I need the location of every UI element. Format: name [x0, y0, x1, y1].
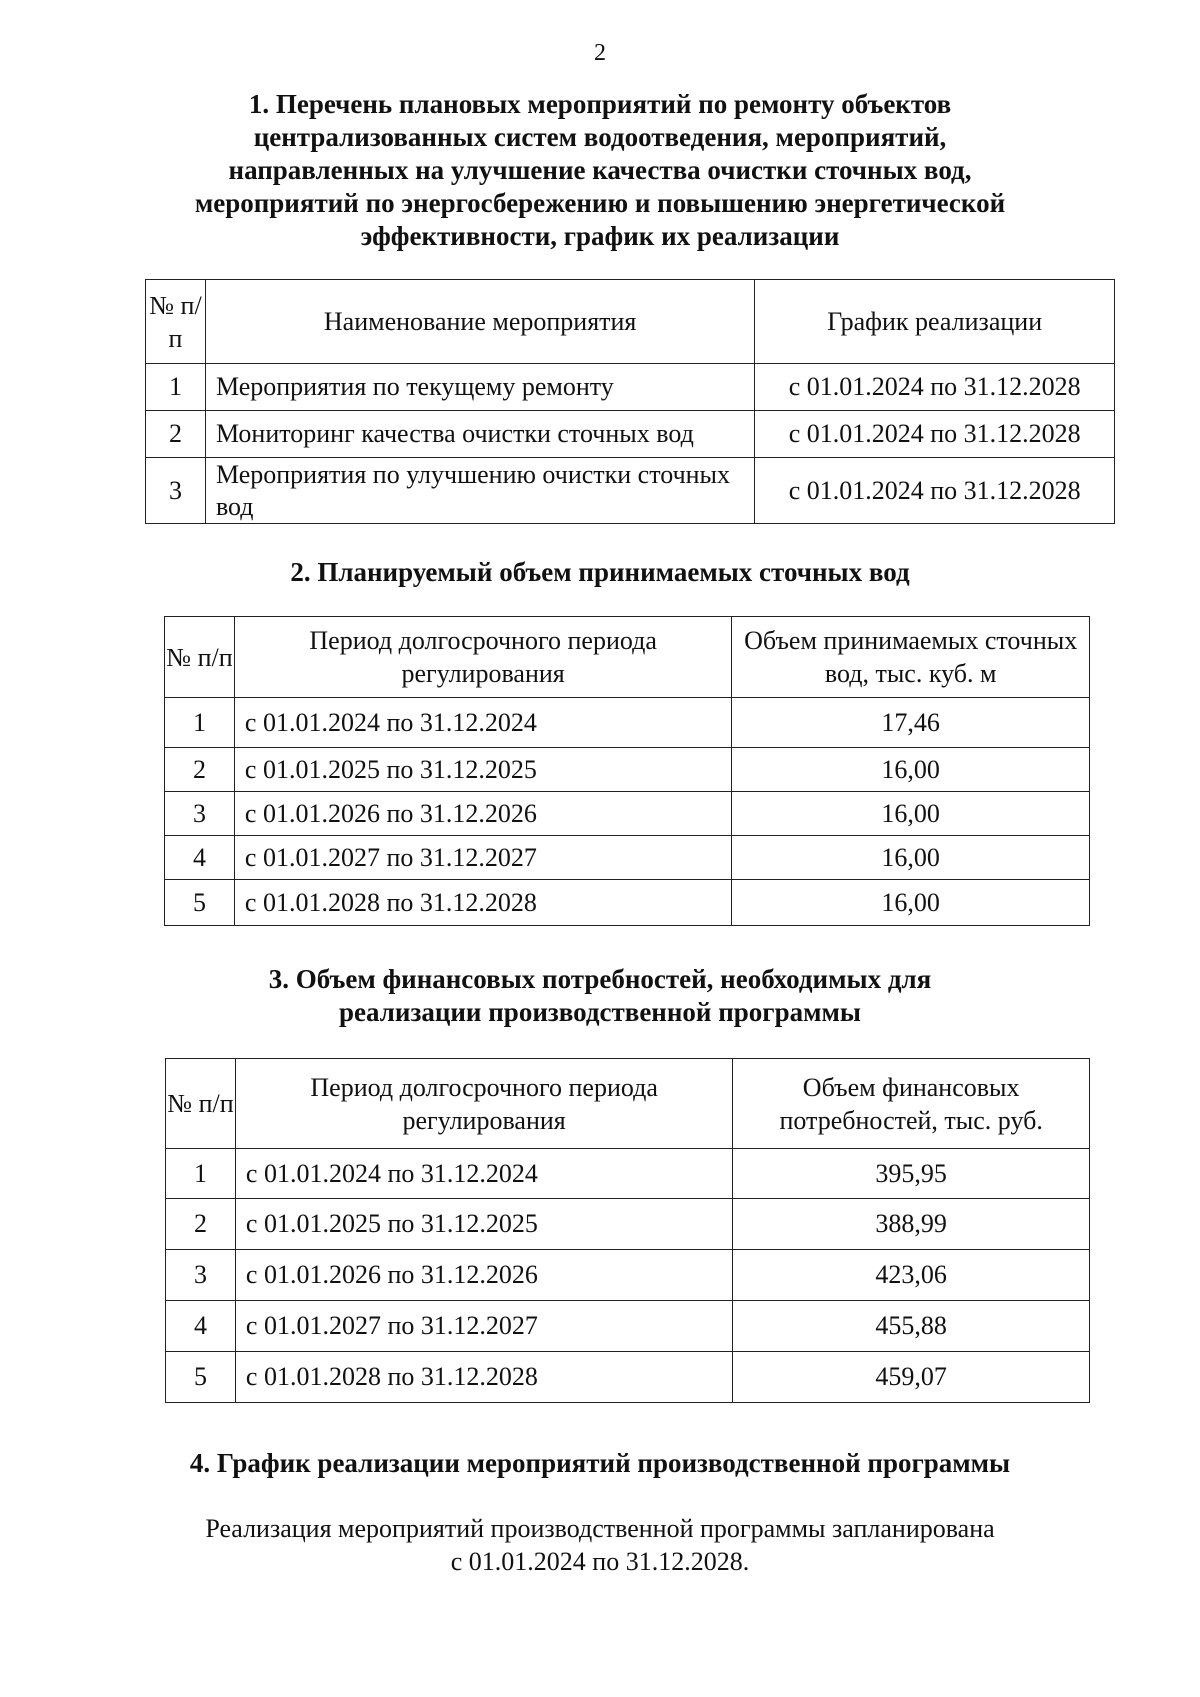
table-row	[166, 1149, 1090, 1199]
row-period: с 01.01.2025 по 31.12.2025	[235, 1199, 732, 1250]
row-schedule: с 01.01.2024 по 31.12.2028	[755, 364, 1115, 411]
row-activity-name: Мониторинг качества очистки сточных вод	[205, 411, 754, 458]
row-num: 3	[165, 792, 235, 836]
row-financial-value: 388,99	[733, 1199, 1090, 1250]
header-activity-name: Наименование мероприятия	[205, 280, 754, 364]
row-volume: 16,00	[732, 792, 1090, 836]
row-period: с 01.01.2027 по 31.12.2027	[235, 1301, 732, 1352]
header-period: Период долгосрочного периода регулирования	[235, 1059, 732, 1149]
section3-title-line: реализации производственной программы	[339, 997, 861, 1027]
row-volume: 16,00	[732, 836, 1090, 880]
table-row	[165, 792, 1090, 836]
row-financial-value: 395,95	[733, 1149, 1090, 1199]
row-period: с 01.01.2024 по 31.12.2024	[234, 698, 731, 748]
row-volume: 16,00	[732, 748, 1090, 792]
table-row	[165, 836, 1090, 880]
row-period: с 01.01.2026 по 31.12.2026	[234, 792, 731, 836]
section1-title	[0, 88, 1200, 253]
row-schedule: с 01.01.2024 по 31.12.2028	[755, 411, 1115, 458]
row-num: 5	[165, 880, 235, 926]
row-period: с 01.01.2027 по 31.12.2027	[234, 836, 731, 880]
section4-title: 4. График реализации мероприятий производственной программы	[189, 1448, 1011, 1478]
table-row	[166, 1352, 1090, 1403]
row-activity-name: Мероприятия по текущему ремонту	[205, 364, 754, 411]
table-header-row	[165, 617, 1090, 698]
financial-needs-table	[165, 1058, 1090, 1403]
row-volume: 16,00	[732, 880, 1090, 926]
section3-title-line: 3. Объем финансовых потребностей, необходимых для	[268, 964, 932, 994]
row-num: 2	[146, 411, 206, 458]
row-num: 3	[166, 1250, 236, 1301]
header-period: Период долгосрочного периода регулирования	[234, 617, 731, 698]
row-num: 1	[165, 698, 235, 748]
table-row	[166, 1250, 1090, 1301]
header-financial-value: Объем финансовых потребностей, тыс. руб.	[733, 1059, 1090, 1149]
row-period: с 01.01.2028 по 31.12.2028	[234, 880, 731, 926]
section1-title-line: направленных на улучшение качества очистки сточных вод,	[228, 155, 972, 185]
header-schedule: График реализации	[755, 280, 1115, 364]
table-row	[165, 880, 1090, 926]
row-num: 1	[166, 1149, 236, 1199]
row-num: 2	[166, 1199, 236, 1250]
row-financial-value: 459,07	[733, 1352, 1090, 1403]
table-row	[165, 698, 1090, 748]
header-volume: Объем принимаемых сточных вод, тыс. куб. м	[732, 617, 1090, 698]
table-row	[166, 1301, 1090, 1352]
row-volume: 17,46	[732, 698, 1090, 748]
header-num: № п/п	[146, 280, 206, 364]
header-num: № п/п	[166, 1059, 236, 1149]
section1-title-line: эффективности, график их реализации	[360, 221, 840, 251]
page-number: 2	[594, 40, 606, 66]
table-row	[166, 1199, 1090, 1250]
table-row	[146, 411, 1115, 458]
row-num: 3	[146, 458, 206, 524]
section1-title-line: централизованных систем водоотведения, мероприятий,	[253, 122, 947, 152]
row-num: 5	[166, 1352, 236, 1403]
row-activity-name: Мероприятия по улучшению очистки сточных вод	[205, 458, 754, 524]
table-row	[146, 364, 1115, 411]
wastewater-volume-table	[164, 616, 1090, 926]
row-num: 1	[146, 364, 206, 411]
row-period: с 01.01.2028 по 31.12.2028	[235, 1352, 732, 1403]
row-period: с 01.01.2024 по 31.12.2024	[235, 1149, 732, 1199]
row-financial-value: 423,06	[733, 1250, 1090, 1301]
table-row	[146, 458, 1115, 524]
section3-title	[0, 963, 1200, 1029]
section4-text-line: с 01.01.2024 по 31.12.2028.	[450, 1547, 750, 1576]
section4-text-line: Реализация мероприятий производственной программы запланирована	[205, 1514, 995, 1543]
section2-title: 2. Планируемый объем принимаемых сточных вод	[290, 557, 910, 587]
table-row	[165, 748, 1090, 792]
row-num: 4	[166, 1301, 236, 1352]
table-header-row	[146, 280, 1115, 364]
activities-table	[145, 279, 1115, 524]
section1-title-line: мероприятий по энергосбережению и повышению энергетической	[194, 188, 1006, 218]
row-period: с 01.01.2025 по 31.12.2025	[234, 748, 731, 792]
section4-text	[0, 1512, 1200, 1578]
section1-title-line: 1. Перечень плановых мероприятий по ремонту объектов	[248, 89, 952, 119]
header-num: № п/п	[165, 617, 235, 698]
row-num: 2	[165, 748, 235, 792]
row-num: 4	[165, 836, 235, 880]
row-period: с 01.01.2026 по 31.12.2026	[235, 1250, 732, 1301]
row-financial-value: 455,88	[733, 1301, 1090, 1352]
table-header-row	[166, 1059, 1090, 1149]
row-schedule: с 01.01.2024 по 31.12.2028	[755, 458, 1115, 524]
